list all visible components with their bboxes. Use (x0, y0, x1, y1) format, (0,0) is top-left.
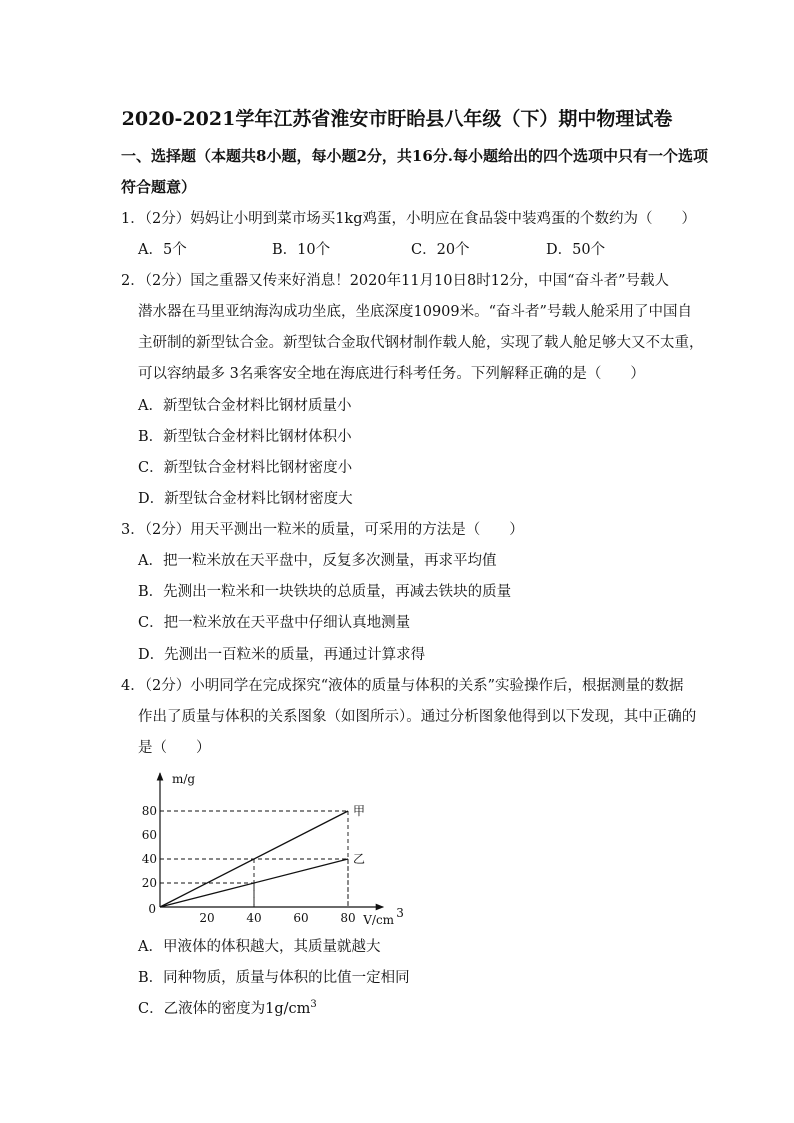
q4-option-b: B．同种物质，质量与体积的比值一定相同 (138, 970, 410, 986)
y-tick-label-3: 80 (141, 804, 157, 818)
q4-stem-line2: 作出了质量与体积的关系图象（如图所示）。通过分析图象他得到以下发现，其中正确的 (138, 709, 697, 725)
q3-option-a: A．把一粒米放在天平盘中，反复多次测量，再求平均值 (138, 553, 497, 569)
q4-option-a: A．甲液体的体积越大，其质量就越大 (138, 939, 381, 955)
x-axis-label: V/cm (363, 913, 395, 927)
x-tick-label-1: 40 (246, 911, 262, 925)
y-axis-label: m/g (172, 772, 196, 786)
q2-stem-line2: 潜水器在马里亚纳海沟成功坐底，坐底深度10909米。“奋斗者”号载人舱采用了中国自 (138, 304, 692, 320)
y-tick-label-0: 20 (141, 876, 157, 890)
q1-option-a: A．5个 (138, 242, 187, 258)
q2-stem-line4: 可以容纳最多 3名乘客安全地在海底进行科考任务。下列解释正确的是（ ） (138, 366, 645, 382)
section-heading-line1: 一、选择题（本题共8小题，每小题2分，共16分.每小题给出的四个选项中只有一个选项 (121, 147, 708, 165)
q1-option-d: D．50个 (546, 242, 606, 258)
q2-option-c: C．新型钛合金材料比钢材密度小 (138, 460, 353, 476)
q3-option-b: B．先测出一粒米和一块铁块的总质量，再减去铁块的质量 (138, 584, 512, 600)
page-title: 2020-2021学年江苏省淮安市盱眙县八年级（下）期中物理试卷 (121, 108, 673, 130)
q2-option-a: A．新型钛合金材料比钢材质量小 (138, 398, 352, 414)
x-tick-label-0: 20 (199, 911, 215, 925)
q1-option-b: B．10个 (272, 242, 331, 258)
mass-volume-chart (140, 765, 404, 927)
q4-stem-line3: 是（ ） (138, 740, 211, 756)
y-tick-label-2: 60 (141, 828, 157, 842)
q3-option-c: C．把一粒米放在天平盘中仔细认真地测量 (138, 615, 411, 631)
q4-option-c-text: C．乙液体的密度为1g/cm (138, 1001, 311, 1017)
q4-stem-line1: 4．（2分）小明同学在完成探究“液体的质量与体积的关系”实验操作后，根据测量的数据 (121, 678, 684, 694)
x-axis-label-superscript: 3 (396, 906, 404, 920)
origin-label: 0 (148, 902, 156, 916)
q2-option-d: D．新型钛合金材料比钢材密度大 (138, 491, 353, 507)
y-tick-label-1: 40 (141, 852, 157, 866)
q2-stem-line3: 主研制的新型钛合金。新型钛合金取代钢材制作载人舱，实现了载人舱足够大又不太重， (138, 335, 704, 351)
q1-stem: 1．（2分）妈妈让小明到菜市场买1kg鸡蛋，小明应在食品袋中装鸡蛋的个数约为（ ） (121, 211, 696, 227)
series-label-0: 甲 (353, 804, 366, 818)
q1-option-c: C．20个 (411, 242, 470, 258)
x-tick-label-2: 60 (293, 911, 309, 925)
q2-stem-line1: 2．（2分）国之重器又传来好消息！2020年11月10日8时12分，中国“奋斗者”号载人 (121, 273, 670, 289)
section-heading-line2: 符合题意） (121, 178, 197, 196)
q4-option-c-superscript: 3 (310, 999, 317, 1011)
x-tick-label-3: 80 (340, 911, 356, 925)
series-label-1: 乙 (353, 852, 366, 866)
q2-option-b: B．新型钛合金材料比钢材体积小 (138, 429, 352, 445)
q3-option-d: D．先测出一百粒米的质量，再通过计算求得 (138, 647, 426, 663)
q4-option-c (138, 997, 317, 1018)
q3-stem: 3．（2分）用天平测出一粒米的质量，可采用的方法是（ ） (121, 522, 524, 538)
